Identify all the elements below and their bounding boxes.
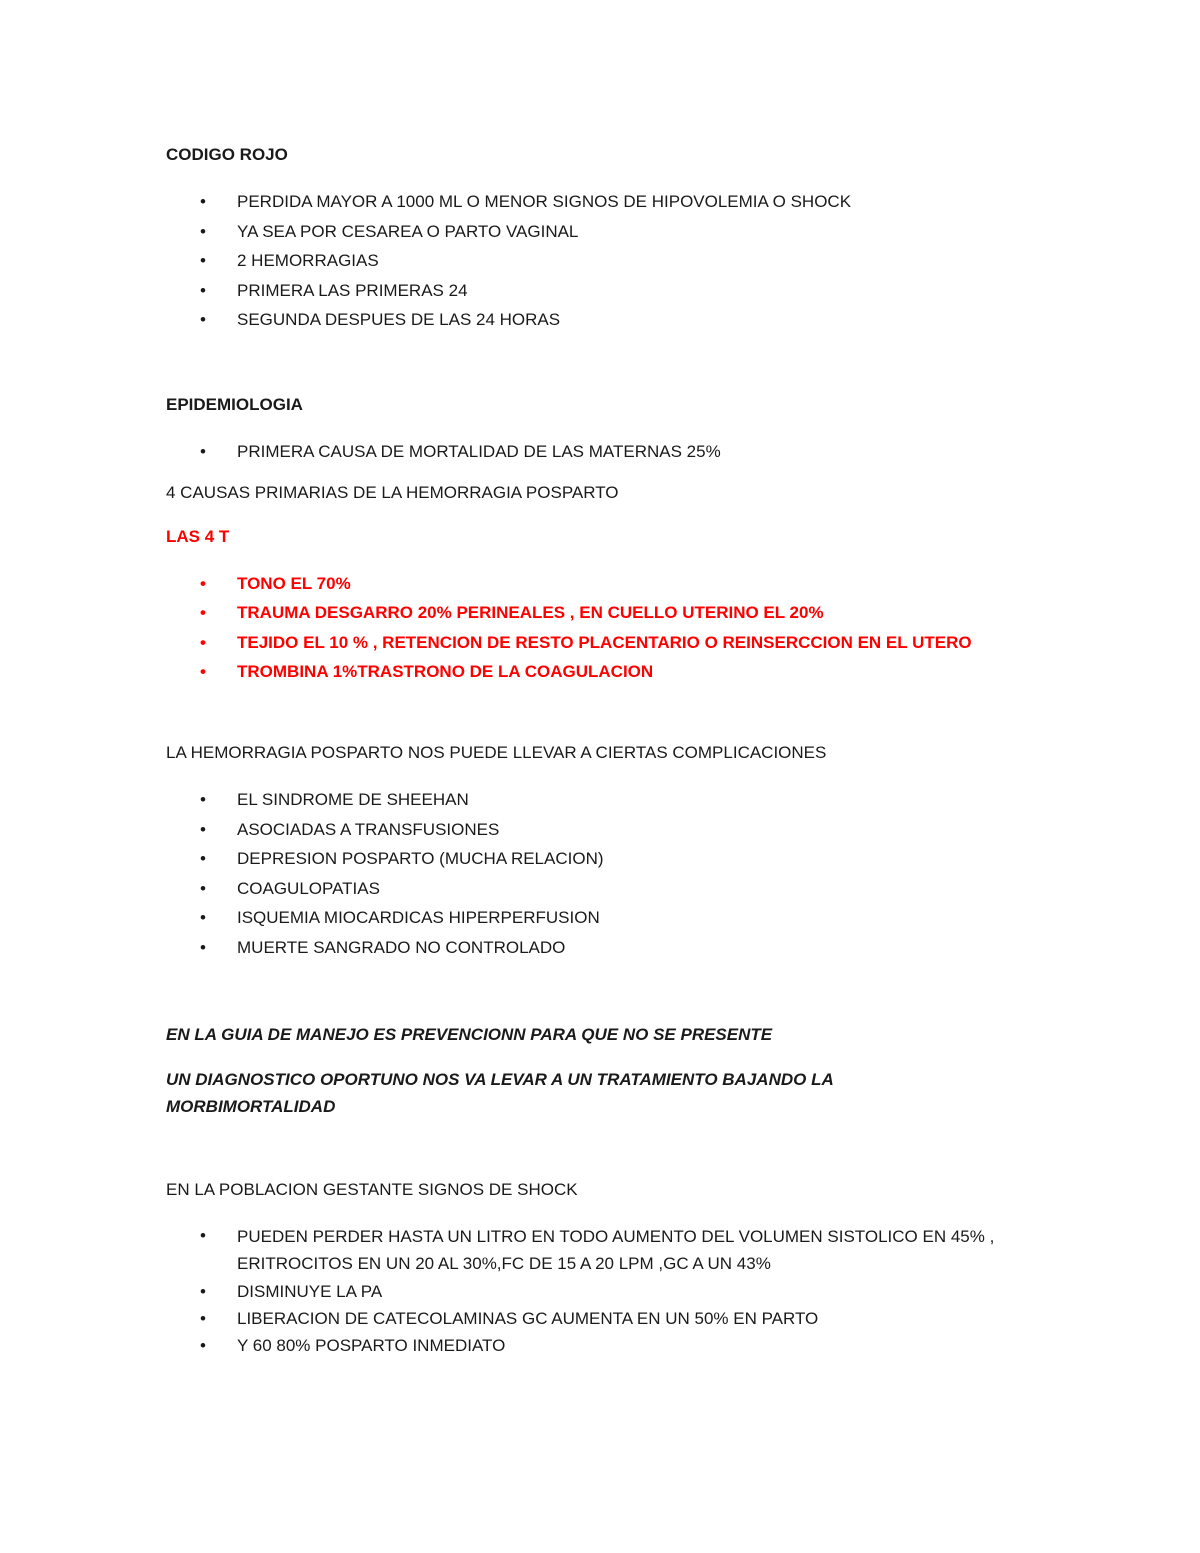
list-item: • 2 HEMORRAGIAS	[166, 246, 1046, 276]
list-item: • COAGULOPATIAS	[166, 874, 1046, 904]
section-title-codigo-rojo: CODIGO ROJO	[166, 145, 288, 164]
section-title-las-4t: LAS 4 T	[166, 526, 230, 546]
list-item: • PUEDEN PERDER HASTA UN LITRO EN TODO AUMENTO DEL VOLUMEN SISTOLICO EN 45% , ERITROCITOS EN UN 20 AL 30%,FC DE 15 A 20 LPM ,GC A UN 43%	[166, 1222, 1007, 1278]
list-item: • Y 60 80% POSPARTO INMEDIATO	[166, 1332, 1046, 1359]
poblacion-list	[166, 1222, 1046, 1359]
complicaciones-intro: LA HEMORRAGIA POSPARTO NOS PUEDE LLEVAR A CIERTAS COMPLICACIONES	[166, 742, 827, 762]
epidemiologia-list	[166, 437, 1046, 467]
list-item: • SEGUNDA DESPUES DE LAS 24 HORAS	[166, 305, 1046, 335]
list-item: • PRIMERA LAS PRIMERAS 24	[166, 276, 1046, 306]
section-title-epidemiologia: EPIDEMIOLOGIA	[166, 394, 303, 414]
list-item: • ISQUEMIA MIOCARDICAS HIPERPERFUSION	[166, 903, 1046, 933]
list-item: • LIBERACION DE CATECOLAMINAS GC AUMENTA EN UN 50% EN PARTO	[166, 1305, 1046, 1332]
list-item: • TRAUMA DESGARRO 20% PERINEALES , EN CUELLO UTERINO EL 20%	[166, 598, 1046, 628]
complicaciones-list	[166, 785, 1046, 963]
list-item: • TEJIDO EL 10 % , RETENCION DE RESTO PLACENTARIO O REINSERCCION EN EL UTERO	[166, 628, 1046, 658]
list-item: • ASOCIADAS A TRANSFUSIONES	[166, 815, 1046, 845]
causes-line: 4 CAUSAS PRIMARIAS DE LA HEMORRAGIA POSPARTO	[166, 482, 619, 502]
list-item: • DISMINUYE LA PA	[166, 1278, 1046, 1305]
guia-line-2: UN DIAGNOSTICO OPORTUNO NOS VA LEVAR A UN TRATAMIENTO BAJANDO LA MORBIMORTALIDAD	[166, 1069, 834, 1116]
document-page	[166, 140, 1046, 1359]
list-item: • PRIMERA CAUSA DE MORTALIDAD DE LAS MATERNAS 25%	[166, 437, 1046, 467]
poblacion-intro: EN LA POBLACION GESTANTE SIGNOS DE SHOCK	[166, 1179, 578, 1199]
list-item: • TONO EL 70%	[166, 569, 1046, 599]
list-item: • DEPRESION POSPARTO (MUCHA RELACION)	[166, 844, 1046, 874]
list-item: • MUERTE SANGRADO NO CONTROLADO	[166, 933, 1046, 963]
list-item: • YA SEA POR CESAREA O PARTO VAGINAL	[166, 217, 1046, 247]
las-4t-list	[166, 569, 1046, 687]
list-item: • EL SINDROME DE SHEEHAN	[166, 785, 1046, 815]
codigo-rojo-list	[166, 187, 1046, 335]
guia-line-1: EN LA GUIA DE MANEJO ES PREVENCIONN PARA QUE NO SE PRESENTE	[166, 1024, 773, 1044]
list-item: • TROMBINA 1%TRASTRONO DE LA COAGULACION	[166, 657, 1046, 687]
list-item: • PERDIDA MAYOR A 1000 ML O MENOR SIGNOS DE HIPOVOLEMIA O SHOCK	[166, 187, 1046, 217]
